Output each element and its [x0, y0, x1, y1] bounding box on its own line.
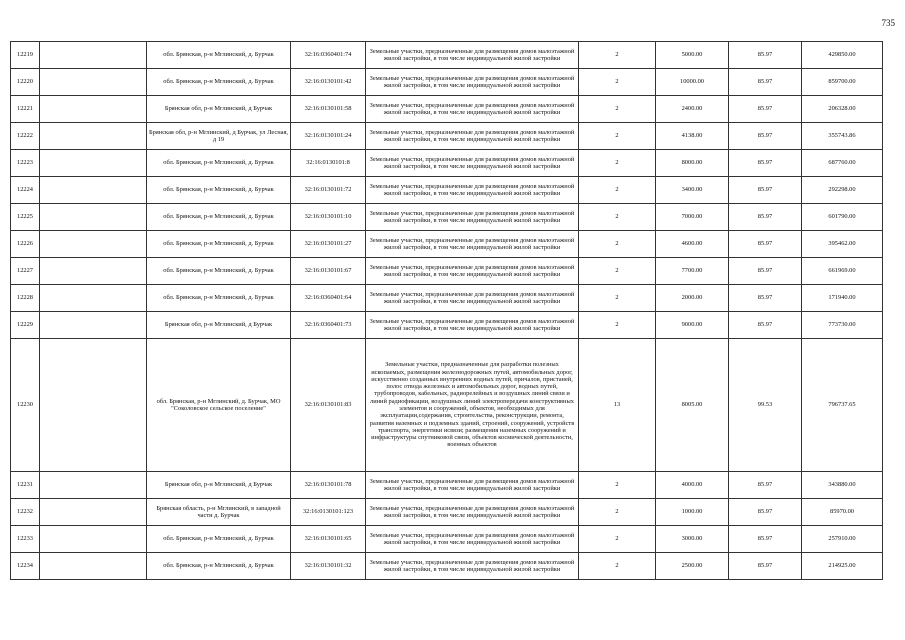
table-row — [11, 339, 883, 472]
cadastral-value-cell: 206328.00 — [802, 96, 883, 123]
table-row — [11, 69, 883, 96]
address-cell: обл. Брянская, р-н Мглинский, д. Бурчак, МО "Соколовское сельское поселение" — [147, 339, 291, 472]
empty-cell — [40, 258, 147, 285]
area-cell: 3400.00 — [656, 177, 729, 204]
table-row — [11, 42, 883, 69]
land-category-cell: Земельные участки, предназначенные для размещения домов малоэтажной жилой застройки, в том числе индивидуальной жилой застройки — [366, 258, 579, 285]
category-code-cell: 2 — [579, 258, 656, 285]
table-row — [11, 204, 883, 231]
specific-value-cell: 85.97 — [729, 69, 802, 96]
area-cell: 4138.00 — [656, 123, 729, 150]
empty-cell — [40, 499, 147, 526]
address-cell: обл. Брянская, р-н Мглинский, д. Бурчак — [147, 553, 291, 580]
area-cell: 8005.00 — [656, 339, 729, 472]
empty-cell — [40, 472, 147, 499]
cadastral-number-cell: 32:16:0130101:24 — [291, 123, 366, 150]
specific-value-cell: 85.97 — [729, 150, 802, 177]
cadastral-number-cell: 32:16:0130101:123 — [291, 499, 366, 526]
row-number: 12219 — [11, 42, 40, 69]
cadastral-number-cell: 32:16:0360401:64 — [291, 285, 366, 312]
row-number: 12223 — [11, 150, 40, 177]
cadastral-number-cell: 32:16:0130101:65 — [291, 526, 366, 553]
row-number: 12226 — [11, 231, 40, 258]
category-code-cell: 2 — [579, 177, 656, 204]
cadastral-number-cell: 32:16:0130101:67 — [291, 258, 366, 285]
area-cell: 4000.00 — [656, 472, 729, 499]
category-code-cell: 2 — [579, 285, 656, 312]
empty-cell — [40, 42, 147, 69]
land-category-cell: Земельные участки, предназначенные для размещения домов малоэтажной жилой застройки, в том числе индивидуальной жилой застройки — [366, 312, 579, 339]
empty-cell — [40, 123, 147, 150]
address-cell: обл. Брянская, р-н Мглинский, д. Бурчак — [147, 526, 291, 553]
specific-value-cell: 85.97 — [729, 204, 802, 231]
empty-cell — [40, 204, 147, 231]
cadastral-value-cell: 796737.65 — [802, 339, 883, 472]
table-row — [11, 285, 883, 312]
area-cell: 7000.00 — [656, 204, 729, 231]
address-cell: обл. Брянская, р-н Мглинский, д. Бурчак — [147, 231, 291, 258]
specific-value-cell: 85.97 — [729, 312, 802, 339]
specific-value-cell: 85.97 — [729, 499, 802, 526]
row-number: 12229 — [11, 312, 40, 339]
table-row — [11, 177, 883, 204]
land-category-cell: Земельные участки, предназначенные для разработки полезных ископаемых, размещения железнодорожных путей, автомобильных дорог, искусственно созданных внутренних водных путей, причалов, пристаней, полос отвода железных и автомобильных дорог, водных путей, трубопроводов, кабельных, радиорелейных и воздушных линий связи и линий радиофикации, воздушных линий электропередачи конструктивных элементов и сооружений, объектов, необходимых для эксплуатации,содержания, строительства, реконструкции, ремонта, развития наземных и подземных зданий, строений, сооружений, устройств транспорта, энергетики исвязи; размещения наземных сооружений и инфраструктуры спутниковой связи, объектов космической деятельности, военных объектов — [366, 339, 579, 472]
specific-value-cell: 85.97 — [729, 123, 802, 150]
empty-cell — [40, 339, 147, 472]
land-valuation-table — [10, 41, 883, 580]
area-cell: 2000.00 — [656, 285, 729, 312]
address-cell: Брянская обл, р-н Мглинский, д Бурчак — [147, 96, 291, 123]
land-category-cell: Земельные участки, предназначенные для размещения домов малоэтажной жилой застройки, в том числе индивидуальной жилой застройки — [366, 69, 579, 96]
empty-cell — [40, 231, 147, 258]
land-category-cell: Земельные участки, предназначенные для размещения домов малоэтажной жилой застройки, в том числе индивидуальной жилой застройки — [366, 42, 579, 69]
specific-value-cell: 85.97 — [729, 258, 802, 285]
row-number: 12224 — [11, 177, 40, 204]
table-row — [11, 150, 883, 177]
address-cell: обл. Брянская, р-н Мглинский, д. Бурчак — [147, 69, 291, 96]
category-code-cell: 2 — [579, 526, 656, 553]
table-row — [11, 96, 883, 123]
specific-value-cell: 85.97 — [729, 526, 802, 553]
row-number: 12228 — [11, 285, 40, 312]
row-number: 12231 — [11, 472, 40, 499]
empty-cell — [40, 553, 147, 580]
table-row — [11, 472, 883, 499]
address-cell: обл. Брянская, р-н Мглинский, д. Бурчак — [147, 258, 291, 285]
specific-value-cell: 85.97 — [729, 231, 802, 258]
area-cell: 1000.00 — [656, 499, 729, 526]
area-cell: 2500.00 — [656, 553, 729, 580]
area-cell: 4600.00 — [656, 231, 729, 258]
row-number: 12232 — [11, 499, 40, 526]
category-code-cell: 2 — [579, 69, 656, 96]
cadastral-value-cell: 859700.00 — [802, 69, 883, 96]
specific-value-cell: 85.97 — [729, 285, 802, 312]
land-category-cell: Земельные участки, предназначенные для размещения домов малоэтажной жилой застройки, в том числе индивидуальной жилой застройки — [366, 526, 579, 553]
category-code-cell: 2 — [579, 42, 656, 69]
land-category-cell: Земельные участки, предназначенные для размещения домов малоэтажной жилой застройки, в том числе индивидуальной жилой застройки — [366, 150, 579, 177]
empty-cell — [40, 96, 147, 123]
address-cell: обл. Брянская, р-н Мглинский, д. Бурчак — [147, 177, 291, 204]
category-code-cell: 2 — [579, 96, 656, 123]
cadastral-value-cell: 292298.00 — [802, 177, 883, 204]
address-cell: Брянская обл, р-н Мглинский, д Бурчак — [147, 312, 291, 339]
table-row — [11, 553, 883, 580]
specific-value-cell: 99.53 — [729, 339, 802, 472]
page-number: 735 — [881, 18, 895, 28]
address-cell: Брянская область, р-н Мглинский, в западной части д. Бурчак — [147, 499, 291, 526]
cadastral-number-cell: 32:16:0360401:74 — [291, 42, 366, 69]
address-cell: обл. Брянская, р-н Мглинский, д. Бурчак — [147, 42, 291, 69]
cadastral-value-cell: 343880.00 — [802, 472, 883, 499]
empty-cell — [40, 312, 147, 339]
cadastral-value-cell: 429850.00 — [802, 42, 883, 69]
cadastral-value-cell: 601790.00 — [802, 204, 883, 231]
land-category-cell: Земельные участки, предназначенные для размещения домов малоэтажной жилой застройки, в том числе индивидуальной жилой застройки — [366, 123, 579, 150]
land-category-cell: Земельные участки, предназначенные для размещения домов малоэтажной жилой застройки, в том числе индивидуальной жилой застройки — [366, 472, 579, 499]
category-code-cell: 2 — [579, 499, 656, 526]
cadastral-number-cell: 32:16:0130101:10 — [291, 204, 366, 231]
category-code-cell: 2 — [579, 123, 656, 150]
specific-value-cell: 85.97 — [729, 472, 802, 499]
specific-value-cell: 85.97 — [729, 42, 802, 69]
area-cell: 2400.00 — [656, 96, 729, 123]
cadastral-number-cell: 32:16:0130101:72 — [291, 177, 366, 204]
empty-cell — [40, 526, 147, 553]
land-category-cell: Земельные участки, предназначенные для размещения домов малоэтажной жилой застройки, в том числе индивидуальной жилой застройки — [366, 96, 579, 123]
cadastral-value-cell: 395462.00 — [802, 231, 883, 258]
cadastral-value-cell: 661969.00 — [802, 258, 883, 285]
table-row — [11, 526, 883, 553]
category-code-cell: 2 — [579, 150, 656, 177]
row-number: 12225 — [11, 204, 40, 231]
category-code-cell: 2 — [579, 472, 656, 499]
row-number: 12230 — [11, 339, 40, 472]
land-category-cell: Земельные участки, предназначенные для размещения домов малоэтажной жилой застройки, в том числе индивидуальной жилой застройки — [366, 553, 579, 580]
row-number: 12222 — [11, 123, 40, 150]
cadastral-value-cell: 257910.00 — [802, 526, 883, 553]
land-category-cell: Земельные участки, предназначенные для размещения домов малоэтажной жилой застройки, в том числе индивидуальной жилой застройки — [366, 285, 579, 312]
cadastral-value-cell: 171940.00 — [802, 285, 883, 312]
specific-value-cell: 85.97 — [729, 96, 802, 123]
land-category-cell: Земельные участки, предназначенные для размещения домов малоэтажной жилой застройки, в том числе индивидуальной жилой застройки — [366, 499, 579, 526]
cadastral-number-cell: 32:16:0130101:58 — [291, 96, 366, 123]
specific-value-cell: 85.97 — [729, 553, 802, 580]
table-row — [11, 258, 883, 285]
cadastral-number-cell: 32:16:0130101:83 — [291, 339, 366, 472]
cadastral-value-cell: 687760.00 — [802, 150, 883, 177]
address-cell: обл. Брянская, р-н Мглинский, д. Бурчак — [147, 150, 291, 177]
empty-cell — [40, 150, 147, 177]
specific-value-cell: 85.97 — [729, 177, 802, 204]
cadastral-value-cell: 773730.00 — [802, 312, 883, 339]
category-code-cell: 2 — [579, 553, 656, 580]
empty-cell — [40, 285, 147, 312]
cadastral-value-cell: 85970.00 — [802, 499, 883, 526]
area-cell: 9000.00 — [656, 312, 729, 339]
row-number: 12234 — [11, 553, 40, 580]
area-cell: 3000.00 — [656, 526, 729, 553]
table-row — [11, 231, 883, 258]
land-category-cell: Земельные участки, предназначенные для размещения домов малоэтажной жилой застройки, в том числе индивидуальной жилой застройки — [366, 177, 579, 204]
category-code-cell: 2 — [579, 204, 656, 231]
row-number: 12227 — [11, 258, 40, 285]
table-row — [11, 123, 883, 150]
row-number: 12221 — [11, 96, 40, 123]
category-code-cell: 2 — [579, 231, 656, 258]
cadastral-number-cell: 32:16:0130101:42 — [291, 69, 366, 96]
table-row — [11, 499, 883, 526]
address-cell: обл. Брянская, р-н Мглинский, д. Бурчак — [147, 204, 291, 231]
row-number: 12233 — [11, 526, 40, 553]
address-cell: Брянская обл, р-н Мглинский, д Бурчак, ул Лесная, д 19 — [147, 123, 291, 150]
cadastral-number-cell: 32:16:0130101:78 — [291, 472, 366, 499]
address-cell: обл. Брянская, р-н Мглинский, д. Бурчак — [147, 285, 291, 312]
cadastral-value-cell: 214925.00 — [802, 553, 883, 580]
address-cell: Брянская обл, р-н Мглинский, д Бурчак — [147, 472, 291, 499]
cadastral-number-cell: 32:16:0130101:32 — [291, 553, 366, 580]
empty-cell — [40, 69, 147, 96]
table-body — [11, 42, 883, 580]
area-cell: 5000.00 — [656, 42, 729, 69]
empty-cell — [40, 177, 147, 204]
area-cell: 7700.00 — [656, 258, 729, 285]
area-cell: 8000.00 — [656, 150, 729, 177]
land-category-cell: Земельные участки, предназначенные для размещения домов малоэтажной жилой застройки, в том числе индивидуальной жилой застройки — [366, 231, 579, 258]
category-code-cell: 13 — [579, 339, 656, 472]
cadastral-number-cell: 32:16:0130101:8 — [291, 150, 366, 177]
cadastral-number-cell: 32:16:0130101:27 — [291, 231, 366, 258]
cadastral-value-cell: 355743.86 — [802, 123, 883, 150]
category-code-cell: 2 — [579, 312, 656, 339]
area-cell: 10000.00 — [656, 69, 729, 96]
land-category-cell: Земельные участки, предназначенные для размещения домов малоэтажной жилой застройки, в том числе индивидуальной жилой застройки — [366, 204, 579, 231]
row-number: 12220 — [11, 69, 40, 96]
cadastral-number-cell: 32:16:0360401:73 — [291, 312, 366, 339]
table-row — [11, 312, 883, 339]
